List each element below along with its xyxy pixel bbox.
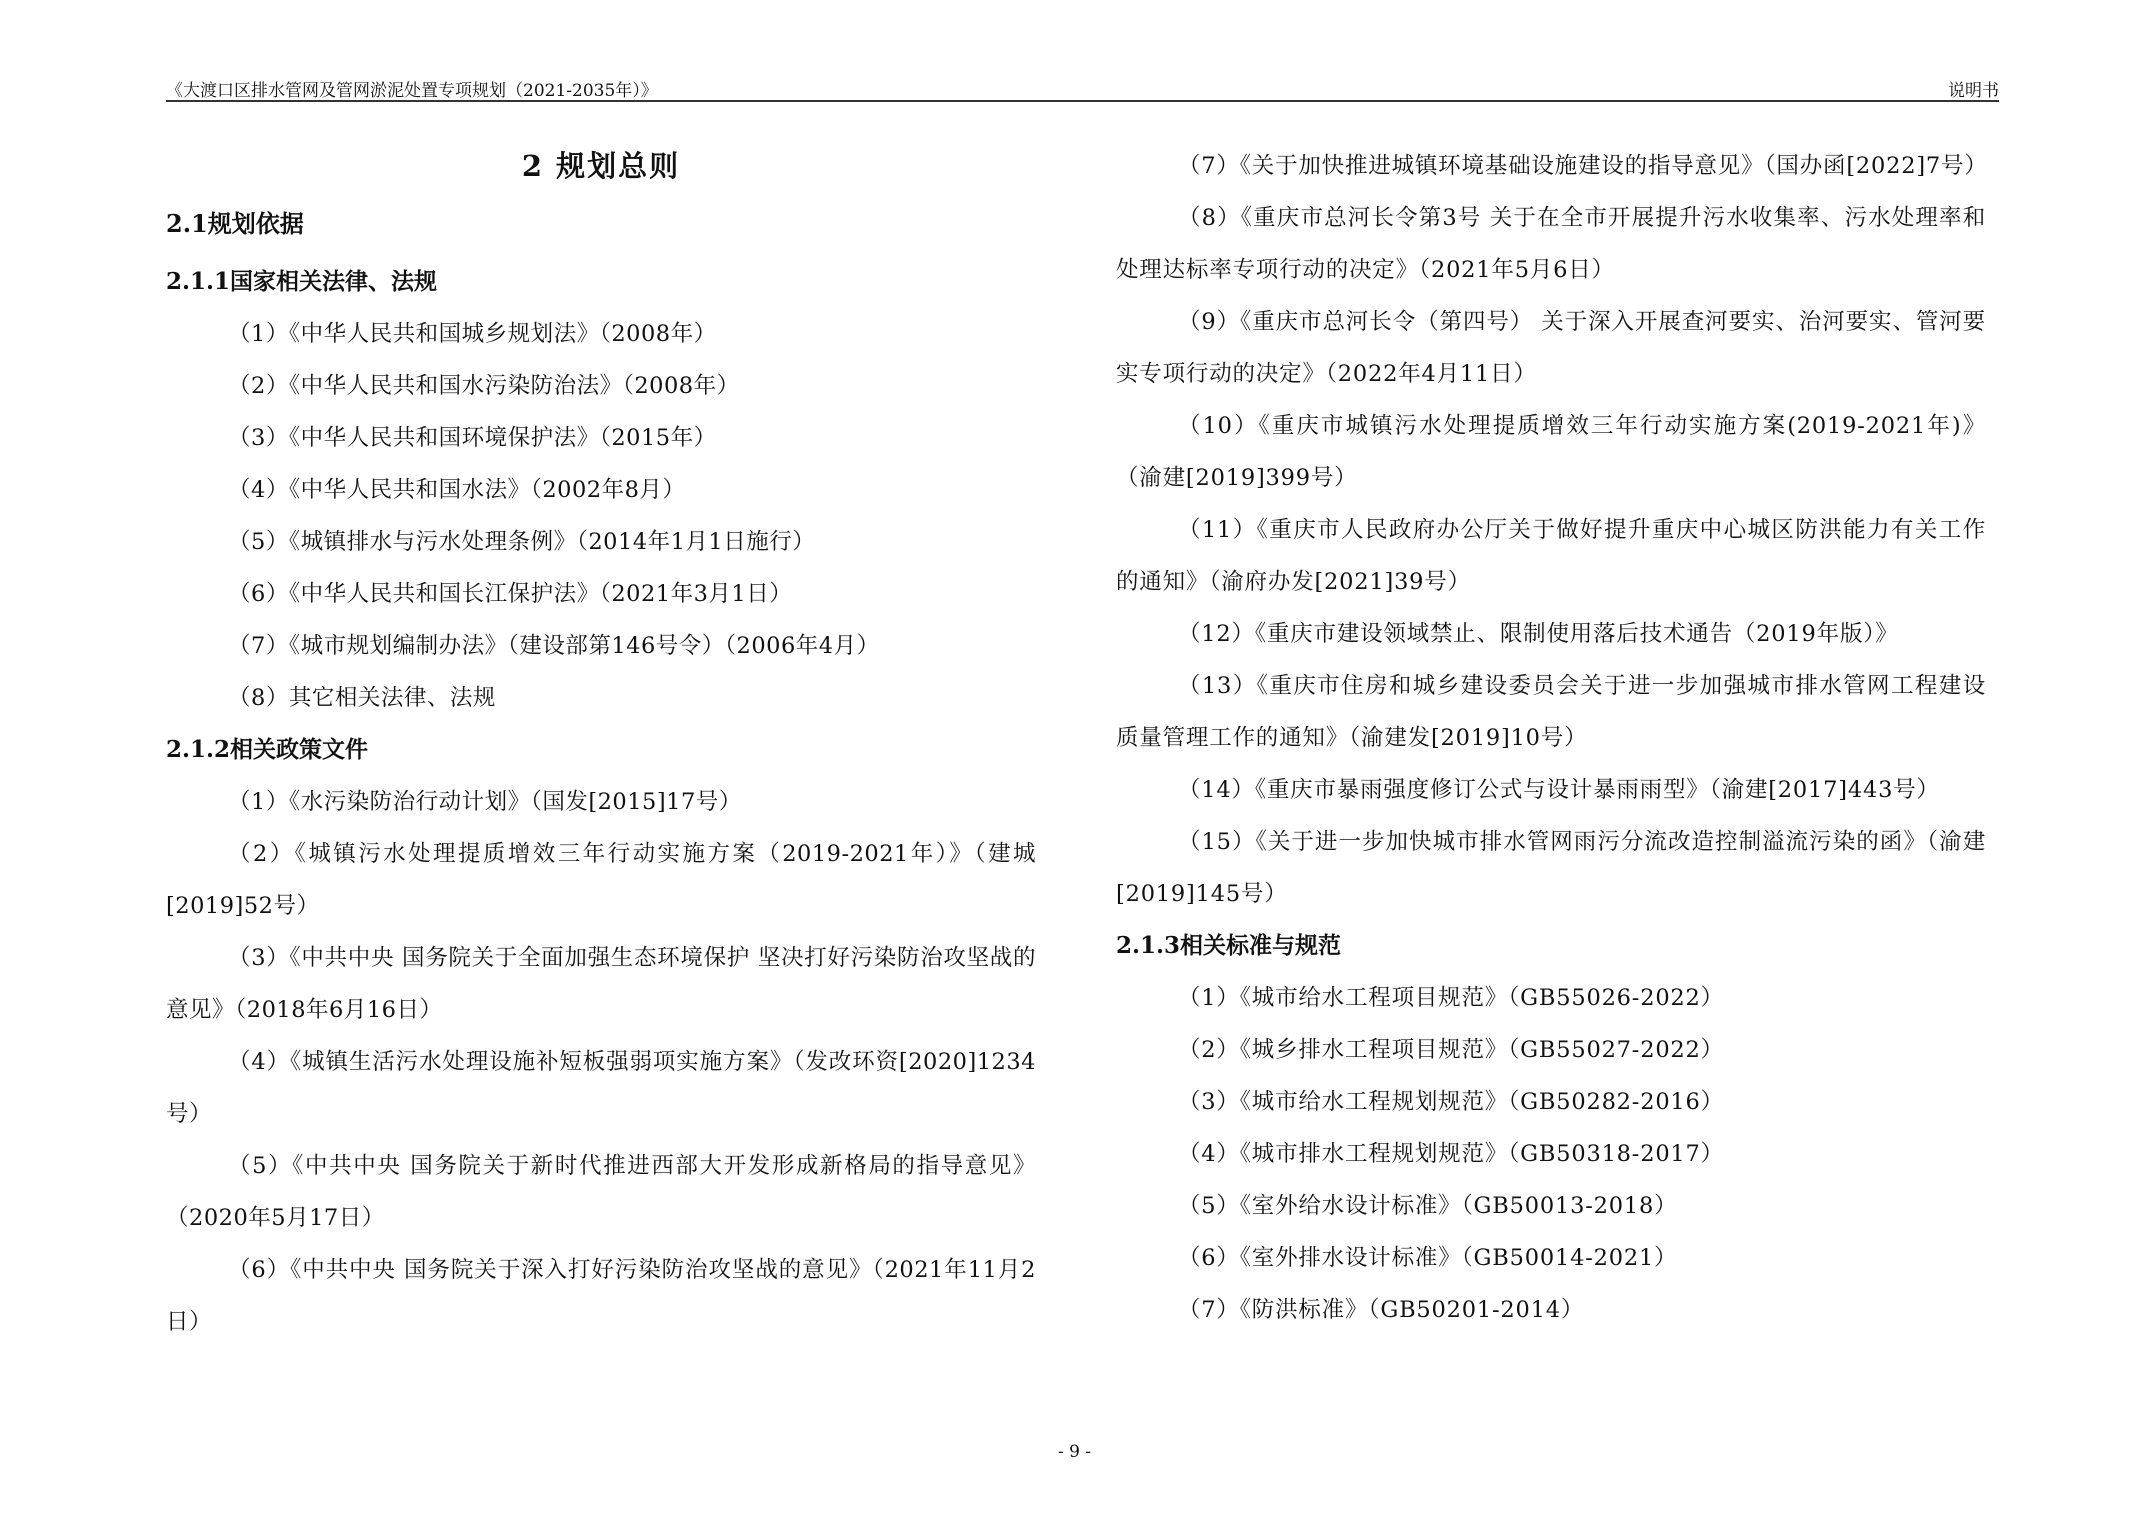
subsection-title-2-1-1: 2.1.1国家相关法律、法规: [166, 268, 438, 295]
policy-item: （15）《关于进一步加快城市排水管网雨污分流改造控制溢流污染的函》（渝建[2019]145号）: [1116, 829, 1986, 907]
subsection-title-2-1-3: 2.1.3相关标准与规范: [1116, 932, 1342, 959]
page-header: [166, 74, 1999, 102]
policy-item: （9）《重庆市总河长令（第四号） 关于深入开展查河要实、治河要实、管河要实专项行动的决定》（2022年4月11日）: [1116, 309, 1986, 387]
section-title-2-1: 2.1规划依据: [166, 209, 304, 238]
standard-item: （6）《室外排水设计标准》（GB50014-2021）: [1178, 1245, 1678, 1271]
law-item: （8）其它相关法律、法规: [228, 685, 496, 711]
standard-item: （3）《城市给水工程规划规范》（GB50282-2016）: [1178, 1089, 1724, 1115]
policy-item: （13）《重庆市住房和城乡建设委员会关于进一步加强城市排水管网工程建设质量管理工作的通知》（渝建发[2019]10号）: [1116, 673, 1986, 751]
subsection-title-2-1-2: 2.1.2相关政策文件: [166, 736, 369, 763]
page-number: - 9 -: [1057, 1442, 1092, 1462]
standard-item: （7）《防洪标准》（GB50201-2014）: [1178, 1297, 1585, 1323]
policy-item: （7）《关于加快推进城镇环境基础设施建设的指导意见》（国办函[2022]7号）: [1178, 153, 1988, 179]
left-column: [166, 140, 1036, 1348]
law-item: （2）《中华人民共和国水污染防治法》（2008年）: [228, 373, 740, 399]
policy-item: （4）《城镇生活污水处理设施补短板强弱项实施方案》（发改环资[2020]1234号）: [166, 1049, 1036, 1127]
header-document-title: 《大渡口区排水管网及管网淤泥处置专项规划（2021-2035年）》: [166, 81, 658, 101]
right-column: [1116, 140, 1986, 1336]
standard-item: （1）《城市给水工程项目规范》（GB55026-2022）: [1178, 985, 1724, 1011]
policy-item: （1）《水污染防治行动计划》（国发[2015]17号）: [228, 789, 742, 815]
policy-item: （5）《中共中央 国务院关于新时代推进西部大开发形成新格局的指导意见》（2020年5月17日）: [166, 1153, 1036, 1231]
law-item: （3）《中华人民共和国环境保护法》（2015年）: [228, 425, 717, 451]
law-item: （6）《中华人民共和国长江保护法》（2021年3月1日）: [228, 581, 793, 607]
policy-item: （12）《重庆市建设领域禁止、限制使用落后技术通告（2019年版）》: [1178, 621, 1899, 647]
standard-item: （4）《城市排水工程规划规范》（GB50318-2017）: [1178, 1141, 1724, 1167]
policy-item: （3）《中共中央 国务院关于全面加强生态环境保护 坚决打好污染防治攻坚战的意见》（2018年6月16日）: [166, 945, 1036, 1023]
law-item: （5）《城镇排水与污水处理条例》（2014年1月1日施行）: [228, 529, 816, 555]
law-item: （7）《城市规划编制办法》（建设部第146号令）（2006年4月）: [228, 633, 880, 659]
policy-item: （14）《重庆市暴雨强度修订公式与设计暴雨雨型》（渝建[2017]443号）: [1178, 777, 1940, 803]
standard-item: （5）《室外给水设计标准》（GB50013-2018）: [1178, 1193, 1678, 1219]
policy-item: （8）《重庆市总河长令第3号 关于在全市开展提升污水收集率、污水处理率和处理达标率专项行动的决定》（2021年5月6日）: [1116, 205, 1986, 283]
header-document-type: 说明书: [1948, 81, 1999, 101]
policy-item: （11）《重庆市人民政府办公厅关于做好提升重庆中心城区防洪能力有关工作的通知》（渝府办发[2021]39号）: [1116, 517, 1986, 595]
standard-item: （2）《城乡排水工程项目规范》（GB55027-2022）: [1178, 1037, 1724, 1063]
chapter-title: 2 规划总则: [521, 149, 681, 183]
policy-item: （10）《重庆市城镇污水处理提质增效三年行动实施方案(2019-2021年)》（渝建[2019]399号）: [1116, 413, 1986, 491]
policy-item: （6）《中共中央 国务院关于深入打好污染防治攻坚战的意见》（2021年11月2日）: [166, 1257, 1036, 1335]
law-item: （1）《中华人民共和国城乡规划法》（2008年）: [228, 321, 717, 347]
policy-item: （2）《城镇污水处理提质增效三年行动实施方案（2019-2021年）》（建城[2019]52号）: [166, 841, 1036, 919]
law-item: （4）《中华人民共和国水法》（2002年8月）: [228, 477, 686, 503]
